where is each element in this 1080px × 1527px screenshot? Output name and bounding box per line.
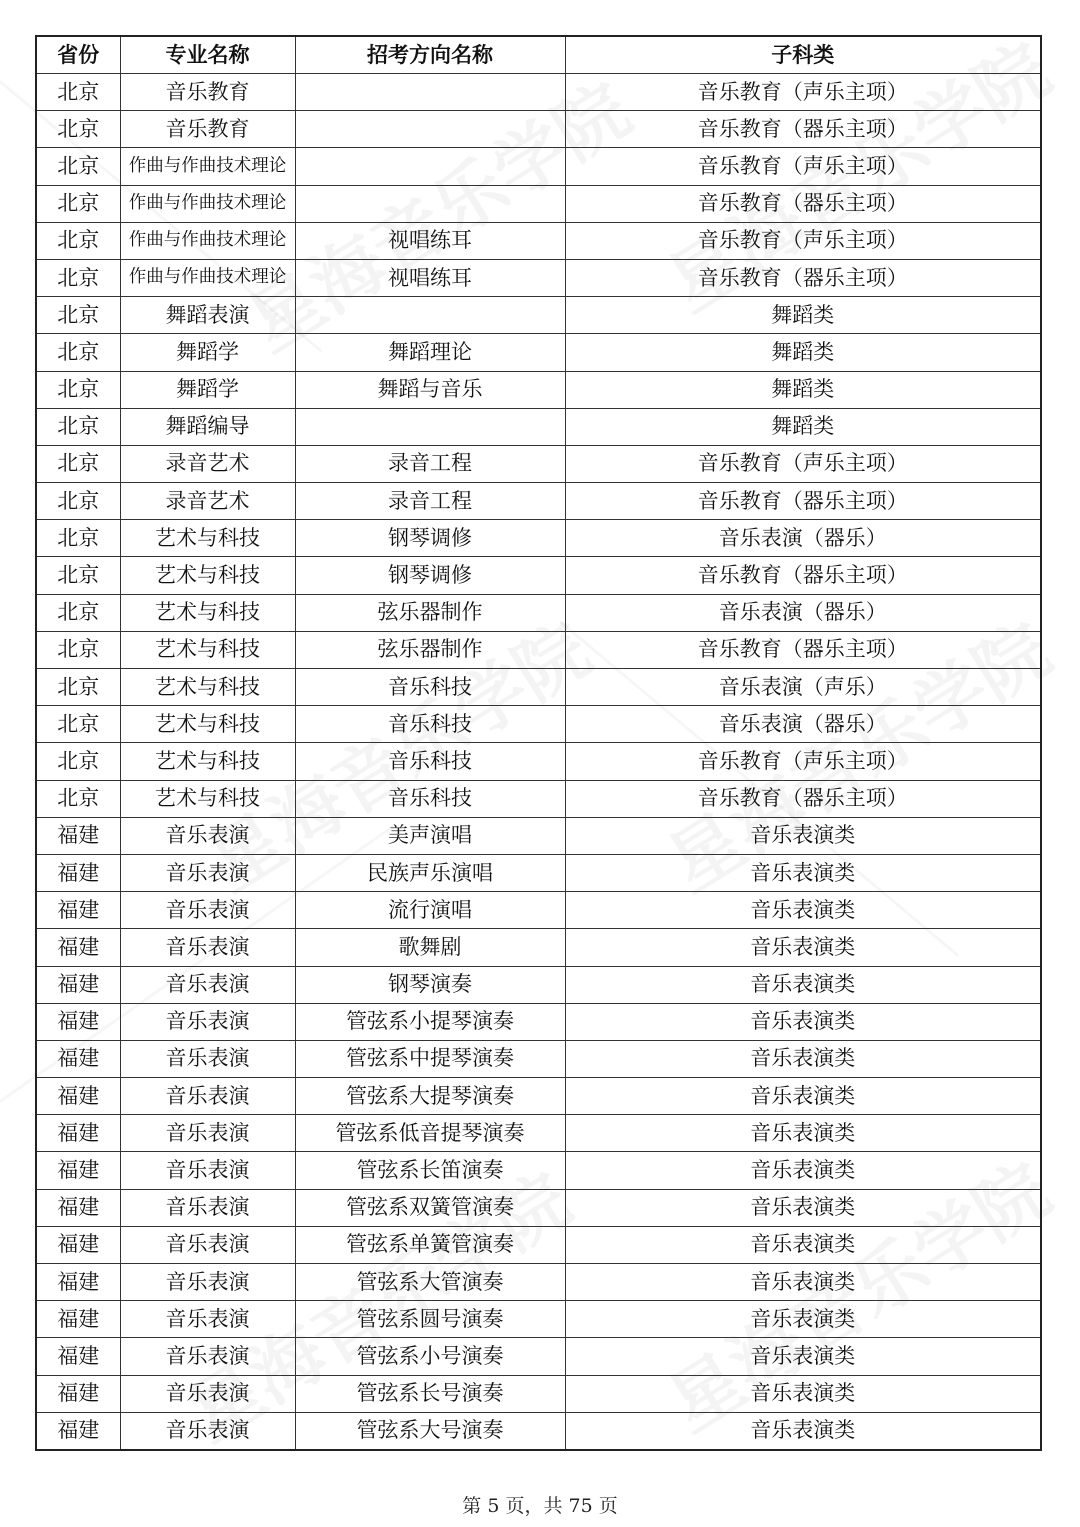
major-cell: 音乐表演 xyxy=(120,817,295,854)
table-row xyxy=(36,1003,1041,1040)
table-row xyxy=(36,631,1041,668)
page-footer: 第 5 页，共 75 页 xyxy=(462,1495,618,1517)
province-cell: 北京 xyxy=(36,259,120,296)
subcategory-cell: 音乐表演类 xyxy=(565,966,1041,1003)
subcategory-cell: 音乐教育（器乐主项） xyxy=(565,111,1041,148)
direction-cell: 管弦系长号演奏 xyxy=(295,1375,565,1412)
province-cell: 北京 xyxy=(36,631,120,668)
major-cell: 音乐表演 xyxy=(120,1189,295,1226)
direction-cell: 弦乐器制作 xyxy=(295,594,565,631)
province-cell: 福建 xyxy=(36,1338,120,1375)
province-cell: 北京 xyxy=(36,669,120,706)
subcategory-cell: 舞蹈类 xyxy=(565,297,1041,334)
table-row xyxy=(36,1189,1041,1226)
major-cell: 音乐表演 xyxy=(120,1264,295,1301)
direction-cell: 管弦系大号演奏 xyxy=(295,1412,565,1450)
direction-cell xyxy=(295,111,565,148)
table-row xyxy=(36,408,1041,445)
table-row xyxy=(36,520,1041,557)
subcategory-cell: 音乐表演（器乐） xyxy=(565,520,1041,557)
major-cell: 艺术与科技 xyxy=(120,594,295,631)
province-cell: 福建 xyxy=(36,1375,120,1412)
province-cell: 北京 xyxy=(36,408,120,445)
table-row xyxy=(36,557,1041,594)
major-cell: 音乐表演 xyxy=(120,892,295,929)
direction-cell: 视唱练耳 xyxy=(295,222,565,259)
province-cell: 福建 xyxy=(36,892,120,929)
province-cell: 福建 xyxy=(36,854,120,891)
direction-cell: 管弦系大管演奏 xyxy=(295,1264,565,1301)
table-row xyxy=(36,1412,1041,1450)
direction-cell xyxy=(295,148,565,185)
direction-cell: 音乐科技 xyxy=(295,780,565,817)
table-row xyxy=(36,669,1041,706)
province-cell: 北京 xyxy=(36,706,120,743)
major-cell: 录音艺术 xyxy=(120,483,295,520)
subcategory-cell: 音乐教育（器乐主项） xyxy=(565,483,1041,520)
table-row xyxy=(36,966,1041,1003)
province-cell: 北京 xyxy=(36,222,120,259)
table-row xyxy=(36,483,1041,520)
table-row xyxy=(36,854,1041,891)
major-cell: 艺术与科技 xyxy=(120,669,295,706)
direction-cell: 视唱练耳 xyxy=(295,259,565,296)
direction-cell: 管弦系小号演奏 xyxy=(295,1338,565,1375)
table-row xyxy=(36,892,1041,929)
subcategory-cell: 音乐教育（器乐主项） xyxy=(565,557,1041,594)
province-cell: 北京 xyxy=(36,111,120,148)
major-cell: 作曲与作曲技术理论 xyxy=(120,259,295,296)
major-cell: 作曲与作曲技术理论 xyxy=(120,148,295,185)
major-cell: 作曲与作曲技术理论 xyxy=(120,185,295,222)
major-cell: 录音艺术 xyxy=(120,445,295,482)
direction-cell: 钢琴调修 xyxy=(295,557,565,594)
province-cell: 北京 xyxy=(36,520,120,557)
table-row xyxy=(36,259,1041,296)
subcategory-cell: 音乐表演类 xyxy=(565,1078,1041,1115)
table-row xyxy=(36,1115,1041,1152)
major-cell: 艺术与科技 xyxy=(120,520,295,557)
direction-cell: 流行演唱 xyxy=(295,892,565,929)
subcategory-cell: 音乐教育（器乐主项） xyxy=(565,185,1041,222)
table-row xyxy=(36,743,1041,780)
major-cell: 艺术与科技 xyxy=(120,631,295,668)
major-cell: 舞蹈学 xyxy=(120,371,295,408)
province-cell: 北京 xyxy=(36,743,120,780)
table-row xyxy=(36,1264,1041,1301)
direction-cell: 管弦系小提琴演奏 xyxy=(295,1003,565,1040)
direction-cell: 舞蹈理论 xyxy=(295,334,565,371)
direction-cell: 舞蹈与音乐 xyxy=(295,371,565,408)
subcategory-cell: 音乐表演（器乐） xyxy=(565,706,1041,743)
major-cell: 音乐表演 xyxy=(120,1338,295,1375)
header-subcategory: 子科类 xyxy=(565,36,1041,74)
direction-cell: 录音工程 xyxy=(295,483,565,520)
direction-cell xyxy=(295,297,565,334)
subcategory-cell: 音乐表演类 xyxy=(565,817,1041,854)
direction-cell: 管弦系圆号演奏 xyxy=(295,1301,565,1338)
province-cell: 北京 xyxy=(36,148,120,185)
subcategory-cell: 音乐表演类 xyxy=(565,1301,1041,1338)
direction-cell: 歌舞剧 xyxy=(295,929,565,966)
subcategory-cell: 音乐教育（声乐主项） xyxy=(565,148,1041,185)
direction-cell: 美声演唱 xyxy=(295,817,565,854)
subcategory-cell: 舞蹈类 xyxy=(565,371,1041,408)
province-cell: 北京 xyxy=(36,297,120,334)
province-cell: 福建 xyxy=(36,1040,120,1077)
province-cell: 福建 xyxy=(36,1301,120,1338)
direction-cell: 弦乐器制作 xyxy=(295,631,565,668)
subcategory-cell: 音乐表演类 xyxy=(565,854,1041,891)
major-cell: 音乐表演 xyxy=(120,1412,295,1450)
province-cell: 北京 xyxy=(36,483,120,520)
table-row xyxy=(36,780,1041,817)
major-cell: 音乐表演 xyxy=(120,1115,295,1152)
direction-cell: 录音工程 xyxy=(295,445,565,482)
direction-cell: 音乐科技 xyxy=(295,669,565,706)
major-cell: 音乐教育 xyxy=(120,74,295,111)
major-cell: 艺术与科技 xyxy=(120,780,295,817)
major-cell: 音乐教育 xyxy=(120,111,295,148)
major-cell: 音乐表演 xyxy=(120,929,295,966)
table-row xyxy=(36,1152,1041,1189)
direction-cell xyxy=(295,74,565,111)
direction-cell: 音乐科技 xyxy=(295,743,565,780)
province-cell: 北京 xyxy=(36,334,120,371)
table-row xyxy=(36,371,1041,408)
subcategory-cell: 音乐表演类 xyxy=(565,929,1041,966)
direction-cell: 管弦系单簧管演奏 xyxy=(295,1226,565,1263)
major-cell: 音乐表演 xyxy=(120,1003,295,1040)
subcategory-cell: 音乐表演类 xyxy=(565,892,1041,929)
direction-cell: 管弦系中提琴演奏 xyxy=(295,1040,565,1077)
subcategory-cell: 音乐表演类 xyxy=(565,1152,1041,1189)
table-row xyxy=(36,817,1041,854)
direction-cell: 管弦系双簧管演奏 xyxy=(295,1189,565,1226)
table-body xyxy=(36,74,1041,1450)
subcategory-cell: 音乐教育（声乐主项） xyxy=(565,74,1041,111)
table-header-row xyxy=(36,36,1041,74)
subcategory-cell: 音乐表演类 xyxy=(565,1189,1041,1226)
subcategory-cell: 音乐表演类 xyxy=(565,1115,1041,1152)
major-cell: 舞蹈表演 xyxy=(120,297,295,334)
major-cell: 艺术与科技 xyxy=(120,743,295,780)
province-cell: 福建 xyxy=(36,1003,120,1040)
province-cell: 北京 xyxy=(36,557,120,594)
province-cell: 福建 xyxy=(36,929,120,966)
major-cell: 音乐表演 xyxy=(120,1301,295,1338)
province-cell: 北京 xyxy=(36,74,120,111)
province-cell: 福建 xyxy=(36,1226,120,1263)
major-cell: 艺术与科技 xyxy=(120,557,295,594)
major-cell: 作曲与作曲技术理论 xyxy=(120,222,295,259)
table-row xyxy=(36,111,1041,148)
direction-cell xyxy=(295,185,565,222)
province-cell: 北京 xyxy=(36,445,120,482)
table-row xyxy=(36,1040,1041,1077)
table-row xyxy=(36,1375,1041,1412)
direction-cell: 民族声乐演唱 xyxy=(295,854,565,891)
header-major: 专业名称 xyxy=(120,36,295,74)
major-cell: 艺术与科技 xyxy=(120,706,295,743)
header-direction: 招考方向名称 xyxy=(295,36,565,74)
subcategory-cell: 音乐表演类 xyxy=(565,1264,1041,1301)
table-row xyxy=(36,334,1041,371)
subcategory-cell: 舞蹈类 xyxy=(565,408,1041,445)
major-cell: 音乐表演 xyxy=(120,854,295,891)
province-cell: 福建 xyxy=(36,1189,120,1226)
province-cell: 北京 xyxy=(36,780,120,817)
subcategory-cell: 音乐表演类 xyxy=(565,1412,1041,1450)
major-cell: 音乐表演 xyxy=(120,1040,295,1077)
subcategory-cell: 音乐教育（声乐主项） xyxy=(565,445,1041,482)
table-row xyxy=(36,706,1041,743)
major-cell: 音乐表演 xyxy=(120,1375,295,1412)
subcategory-cell: 音乐教育（器乐主项） xyxy=(565,631,1041,668)
province-cell: 福建 xyxy=(36,817,120,854)
province-cell: 福建 xyxy=(36,1152,120,1189)
table-row xyxy=(36,185,1041,222)
table-row xyxy=(36,1078,1041,1115)
subcategory-cell: 音乐表演类 xyxy=(565,1375,1041,1412)
table-row xyxy=(36,297,1041,334)
province-cell: 福建 xyxy=(36,1412,120,1450)
subcategory-cell: 音乐教育（声乐主项） xyxy=(565,743,1041,780)
direction-cell xyxy=(295,408,565,445)
header-province: 省份 xyxy=(36,36,120,74)
major-cell: 音乐表演 xyxy=(120,1152,295,1189)
direction-cell: 管弦系低音提琴演奏 xyxy=(295,1115,565,1152)
direction-cell: 钢琴调修 xyxy=(295,520,565,557)
table-row xyxy=(36,445,1041,482)
table-row xyxy=(36,594,1041,631)
table-row xyxy=(36,222,1041,259)
direction-cell: 音乐科技 xyxy=(295,706,565,743)
subcategory-cell: 音乐表演类 xyxy=(565,1338,1041,1375)
province-cell: 北京 xyxy=(36,594,120,631)
direction-cell: 管弦系长笛演奏 xyxy=(295,1152,565,1189)
subcategory-cell: 音乐表演类 xyxy=(565,1040,1041,1077)
major-cell: 音乐表演 xyxy=(120,966,295,1003)
table-row xyxy=(36,929,1041,966)
table-row xyxy=(36,1338,1041,1375)
province-cell: 北京 xyxy=(36,371,120,408)
major-cell: 舞蹈编导 xyxy=(120,408,295,445)
subcategory-cell: 音乐教育（器乐主项） xyxy=(565,780,1041,817)
province-cell: 福建 xyxy=(36,966,120,1003)
direction-cell: 钢琴演奏 xyxy=(295,966,565,1003)
subcategory-cell: 音乐表演（声乐） xyxy=(565,669,1041,706)
subcategory-cell: 音乐表演类 xyxy=(565,1003,1041,1040)
major-cell: 音乐表演 xyxy=(120,1078,295,1115)
table-row xyxy=(36,1301,1041,1338)
table-row xyxy=(36,1226,1041,1263)
direction-cell: 管弦系大提琴演奏 xyxy=(295,1078,565,1115)
subcategory-cell: 音乐教育（声乐主项） xyxy=(565,222,1041,259)
major-cell: 音乐表演 xyxy=(120,1226,295,1263)
subcategory-cell: 音乐表演类 xyxy=(565,1226,1041,1263)
enrollment-table xyxy=(35,35,1042,1451)
province-cell: 北京 xyxy=(36,185,120,222)
table-row xyxy=(36,74,1041,111)
province-cell: 福建 xyxy=(36,1264,120,1301)
table-row xyxy=(36,148,1041,185)
subcategory-cell: 音乐表演（器乐） xyxy=(565,594,1041,631)
province-cell: 福建 xyxy=(36,1078,120,1115)
subcategory-cell: 音乐教育（器乐主项） xyxy=(565,259,1041,296)
subcategory-cell: 舞蹈类 xyxy=(565,334,1041,371)
major-cell: 舞蹈学 xyxy=(120,334,295,371)
province-cell: 福建 xyxy=(36,1115,120,1152)
